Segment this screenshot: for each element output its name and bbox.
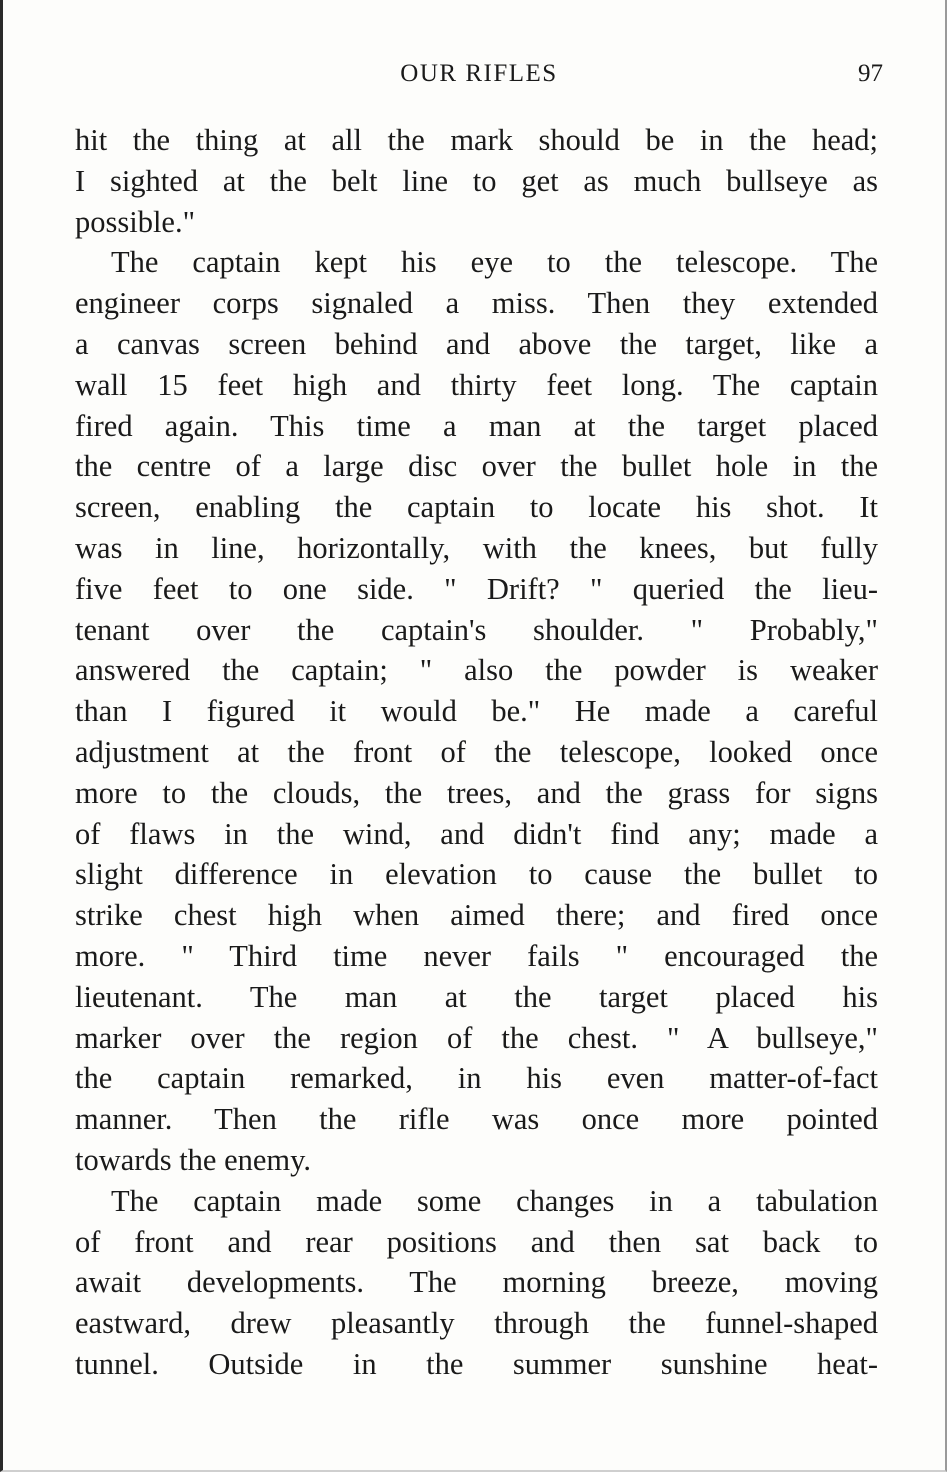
text-line: await developments. The morning breeze, moving [75, 1265, 878, 1300]
text-line: more. " Third time never fails " encouraged the [75, 938, 878, 973]
text-line: The captain made some changes in a tabulation [111, 1183, 878, 1218]
text-line: engineer corps signaled a miss. Then they extended [75, 286, 878, 321]
text-line: the captain remarked, in his even matter-of-fact [75, 1061, 878, 1096]
text-line: eastward, drew pleasantly through the funnel-shaped [75, 1306, 878, 1341]
text-line: screen, enabling the captain to locate his shot. It [75, 490, 878, 525]
paragraph [75, 242, 878, 1180]
text-line: tenant over the captain's shoulder. " Probably," [75, 612, 878, 647]
text-line: slight difference in elevation to cause the bullet to [75, 857, 878, 892]
text-line: marker over the region of the chest. " A bullseye," [75, 1020, 878, 1055]
text-line: the centre of a large disc over the bullet hole in the [75, 449, 878, 484]
text-line: wall 15 feet high and thirty feet long. The captain [75, 367, 878, 402]
running-title: OUR RIFLES [400, 60, 558, 87]
text-line: a canvas screen behind and above the target, like a [75, 326, 878, 361]
paragraph [75, 1181, 878, 1385]
running-head [75, 60, 883, 96]
text-line: answered the captain; " also the powder is weaker [75, 653, 878, 688]
page-number: 97 [858, 60, 883, 87]
text-line: towards the enemy. [75, 1142, 312, 1177]
text-line: manner. Then the rifle was once more pointed [75, 1102, 878, 1137]
text-line: strike chest high when aimed there; and fired once [75, 898, 878, 933]
text-line: of front and rear positions and then sat back to [75, 1224, 878, 1259]
text-line: fired again. This time a man at the target placed [75, 408, 878, 443]
paragraph [75, 120, 878, 242]
text-line: was in line, horizontally, with the knees, but fully [75, 530, 878, 565]
text-line: more to the clouds, the trees, and the grass for signs [75, 775, 878, 810]
text-line: possible." [75, 204, 196, 239]
text-line: The captain kept his eye to the telescope. The [111, 245, 878, 280]
body-text [75, 120, 878, 1385]
text-line: I sighted at the belt line to get as much bullseye as [75, 163, 878, 198]
text-line: of flaws in the wind, and didn't find any; made a [75, 816, 878, 851]
text-line: tunnel. Outside in the summer sunshine heat- [75, 1346, 878, 1381]
text-line: lieutenant. The man at the target placed his [75, 979, 878, 1014]
text-line: hit the thing at all the mark should be in the head; [75, 123, 878, 157]
text-line: than I figured it would be." He made a careful [75, 694, 878, 729]
text-line: five feet to one side. " Drift? " queried the lieu- [75, 571, 878, 606]
text-line: adjustment at the front of the telescope, looked once [75, 734, 878, 769]
